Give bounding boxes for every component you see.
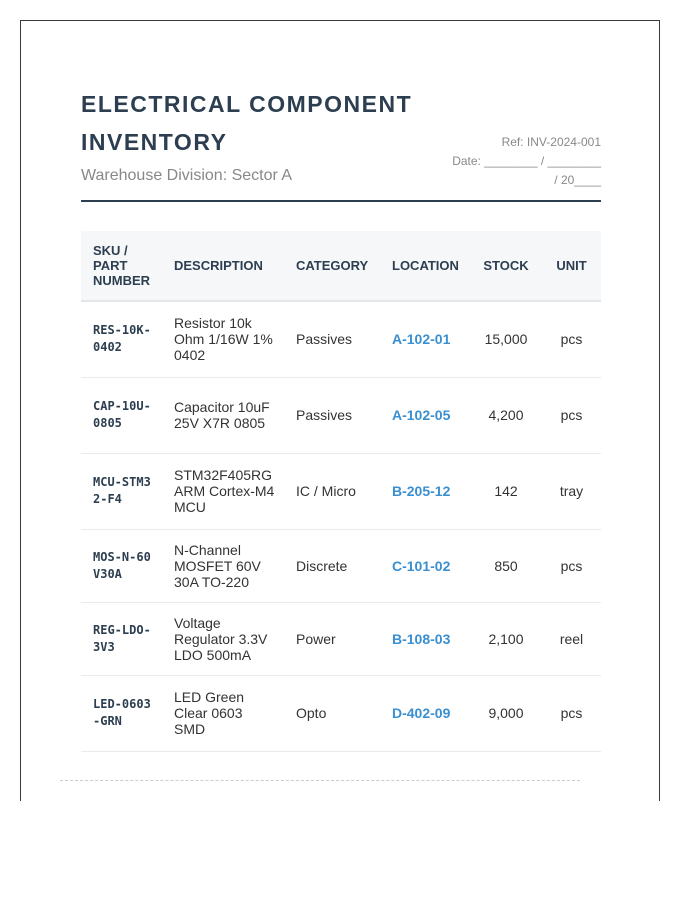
unit-cell: tray	[542, 453, 601, 529]
sku-cell: RES-10K-0402	[81, 301, 162, 377]
sku-cell: MOS-N-60V30A	[81, 529, 162, 602]
stock-cell: 2,100	[470, 602, 542, 675]
category-cell: Passives	[284, 301, 380, 377]
location-cell: C-101-02	[380, 529, 470, 602]
column-header-unit: UNIT	[542, 231, 601, 301]
table-row	[81, 453, 601, 529]
column-header-stock: STOCK	[470, 231, 542, 301]
document-page	[20, 20, 660, 801]
location-cell: A-102-01	[380, 301, 470, 377]
table-row	[81, 602, 601, 675]
column-header-sku: SKU / PART NUMBER	[81, 231, 162, 301]
description-cell: Voltage Regulator 3.3V LDO 500mA	[162, 602, 284, 675]
description-cell: Resistor 10k Ohm 1/16W 1% 0402	[162, 301, 284, 377]
sku-cell: LED-0603-GRN	[81, 675, 162, 751]
stock-cell: 142	[470, 453, 542, 529]
location-cell: B-108-03	[380, 602, 470, 675]
sku-cell: CAP-10U-0805	[81, 377, 162, 453]
sku-cell: REG-LDO-3V3	[81, 602, 162, 675]
description-cell: N-Channel MOSFET 60V 30A TO-220	[162, 529, 284, 602]
document-header	[81, 81, 601, 202]
footer-divider	[60, 780, 580, 781]
table-row	[81, 377, 601, 453]
unit-cell: reel	[542, 602, 601, 675]
description-cell: STM32F405RG ARM Cortex-M4 MCU	[162, 453, 284, 529]
stock-cell: 4,200	[470, 377, 542, 453]
unit-cell: pcs	[542, 675, 601, 751]
column-header-description: DESCRIPTION	[162, 231, 284, 301]
category-cell: IC / Micro	[284, 453, 380, 529]
column-header-location: LOCATION	[380, 231, 470, 301]
table-row	[81, 529, 601, 602]
location-cell: A-102-05	[380, 377, 470, 453]
document-subtitle: Warehouse Division: Sector A	[81, 167, 293, 184]
sku-cell: MCU-STM32-F4	[81, 453, 162, 529]
description-cell: LED Green Clear 0603 SMD	[162, 675, 284, 751]
category-cell: Discrete	[284, 529, 380, 602]
table-row	[81, 301, 601, 377]
stock-cell: 9,000	[470, 675, 542, 751]
category-cell: Opto	[284, 675, 380, 751]
description-cell: Capacitor 10uF 25V X7R 0805	[162, 377, 284, 453]
stock-cell: 850	[470, 529, 542, 602]
stock-cell: 15,000	[470, 301, 542, 377]
category-cell: Passives	[284, 377, 380, 453]
category-cell: Power	[284, 602, 380, 675]
document-meta	[452, 133, 601, 190]
document-content	[81, 81, 601, 737]
table-row	[81, 675, 601, 751]
date-line: Date: ________ / ________	[452, 154, 601, 168]
year-line: / 20____	[554, 173, 601, 187]
inventory-table	[81, 231, 601, 752]
document-title: ELECTRICAL COMPONENT INVENTORY	[81, 91, 413, 155]
unit-cell: pcs	[542, 301, 601, 377]
unit-cell: pcs	[542, 377, 601, 453]
location-cell: D-402-09	[380, 675, 470, 751]
unit-cell: pcs	[542, 529, 601, 602]
location-cell: B-205-12	[380, 453, 470, 529]
column-header-category: CATEGORY	[284, 231, 380, 301]
table-header-row	[81, 231, 601, 301]
reference-number: Ref: INV-2024-001	[501, 135, 601, 149]
